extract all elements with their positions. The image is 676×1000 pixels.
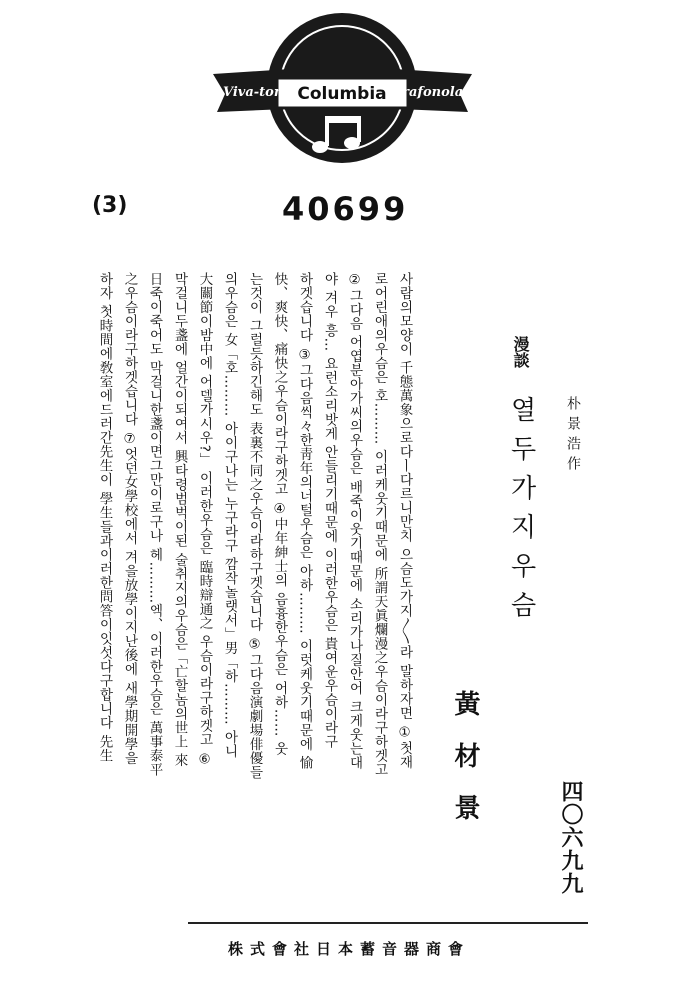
text-line: 하자 첫時間에敎室에드러간先生이 學生들과이러한問答이잇섯다구합니다 先生 <box>96 272 113 763</box>
record-number: 40699 <box>282 190 409 228</box>
record-number-kanji: 四〇六九九 <box>558 780 584 895</box>
monologue-text <box>96 272 421 912</box>
text-line: 快、爽快、痛快之우슴이라구하겟고 ④中年紳士의 음흉한우슴은 어하…… 웃 <box>271 272 288 756</box>
publisher-name: 株式會社日本蓄音器商會 <box>228 940 471 958</box>
text-line: 막걸니두盞에 얼간이되여서 興타령범벅이된 술취지의우슴은「亡할놈의世上 來 <box>171 272 188 768</box>
logo-right-text: Grafonola <box>391 85 464 100</box>
footer-divider <box>188 922 588 924</box>
text-line: ②그다음 어엽분아가씨의우슴은 배죽이웃기때문에 소리가나질안어 크게웃는대 <box>346 272 363 770</box>
author-credit: 朴景浩作 <box>565 396 581 476</box>
genre-label: 漫談 <box>511 336 530 368</box>
text-line: 로어린애의우슴은 호……… 이러케웃기때문에 所謂天眞爛漫之우슴이라구하겟고 <box>371 272 388 777</box>
sheet-number: (3) <box>92 193 128 218</box>
text-line: 大關節이밤中에 어델가시우?」 이러한우슴은 臨時辯通之 우슴이라구하겟고 ⑥ <box>196 272 213 769</box>
text-line: 사람의모양이 千態萬象으로다ㅣ다르니만치 으슴도가지〳〵라 말하자면 ①첫재 <box>396 272 413 770</box>
logo-left-text: Viva-tonal <box>223 85 297 100</box>
text-line: 之우슴이라구하겟습니다 ⑦엇던女學校에서 겨을放學이지난後에 새學期開學을 <box>121 272 138 765</box>
text-line: 야 겨우 흥… 요런소리밧게 안들리기때문에 이러한우슴은 貴여운우슴이라구 <box>321 272 338 749</box>
text-line: 의우슴은 女「호……… 아이구나는 누구라구 깜작놀랫서」男「하……… 아니 <box>221 272 238 758</box>
text-line: 日죽이죽어도 막걸니한盞이면그만이로구나 헤………엑、이러한우슴은 萬事泰平 <box>146 272 163 777</box>
performer-name: 黃材景 <box>450 690 480 846</box>
columbia-logo <box>205 8 480 168</box>
text-line: 하겟습니다 ③그다음씩々한靑年의너털우슴은 아하……… 이럿케웃기때문에 愉 <box>296 272 313 770</box>
logo-center-text: Columbia <box>297 84 387 104</box>
piece-title: 열두가지우슴 <box>506 396 536 630</box>
text-line: 는것이 그럴듯하긴해도 表裏不同之우슴이라하구겟습니다 ⑤그다음演劇場俳優들 <box>246 272 263 779</box>
